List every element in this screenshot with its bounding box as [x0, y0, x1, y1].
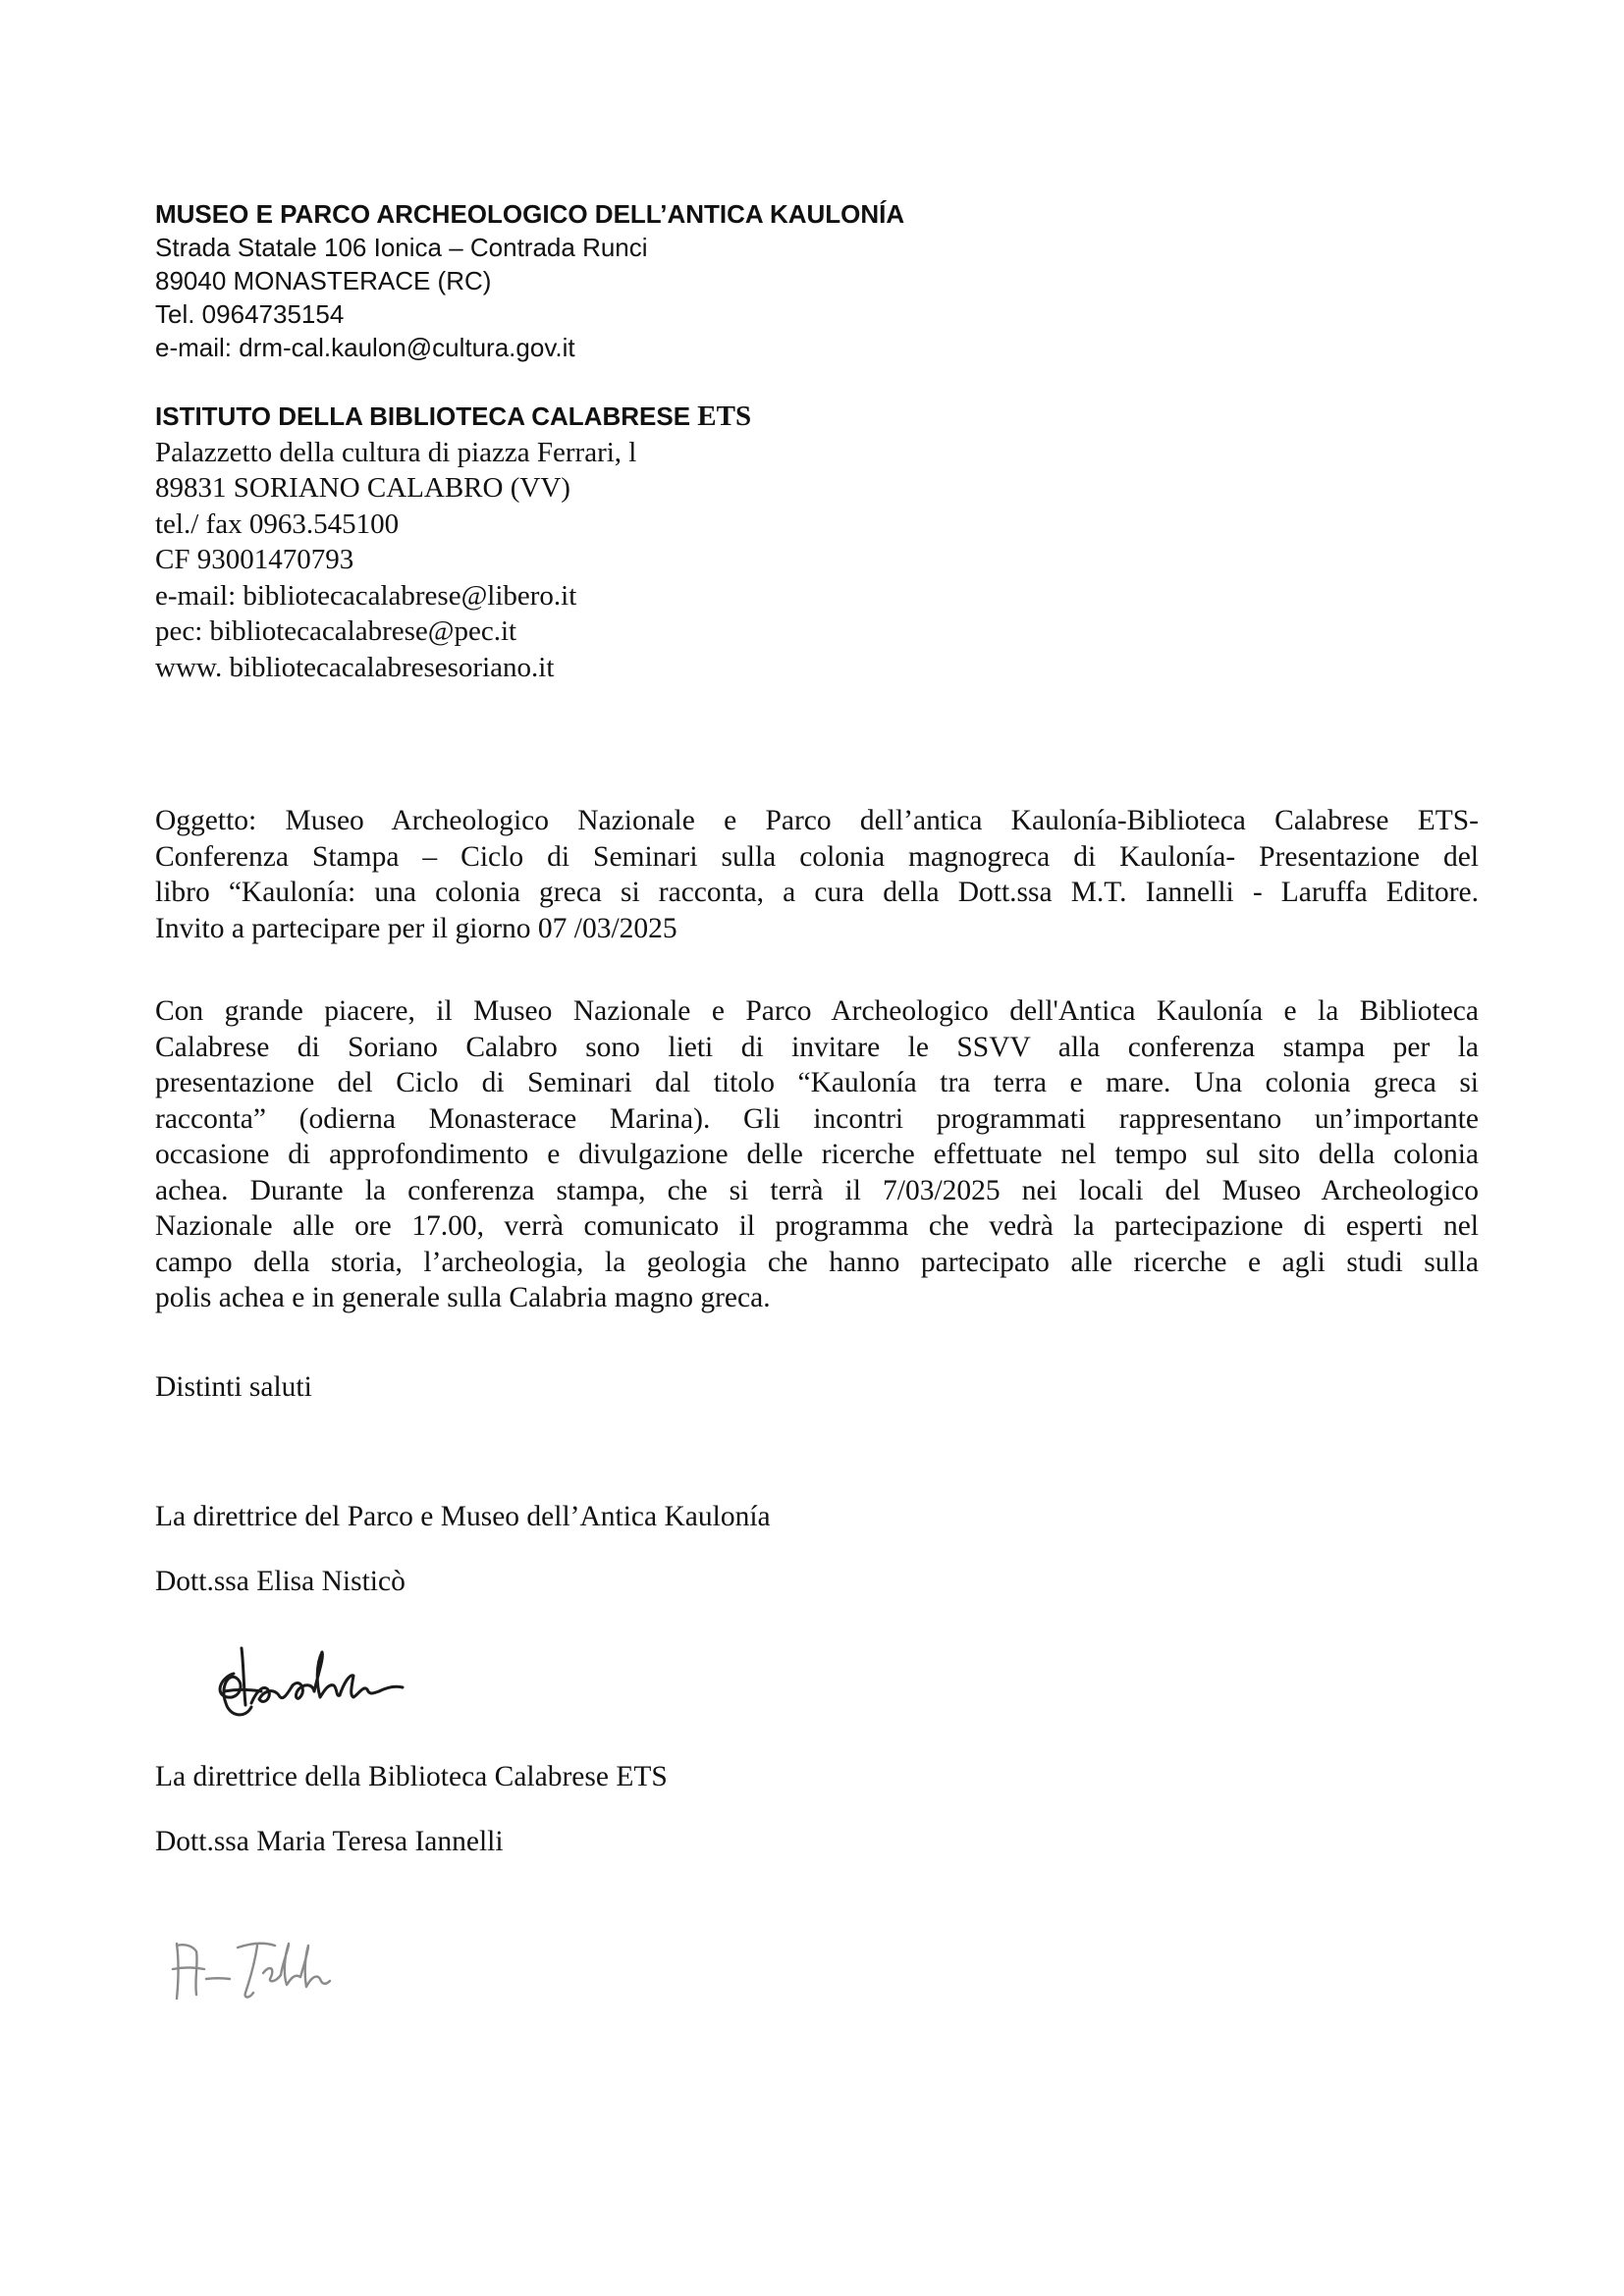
body-line: racconta” (odierna Monasterace Marina). Gli incontri programmati rappresentano un’importante	[155, 1102, 1479, 1135]
biblioteca-email: e-mail: bibliotecacalabrese@libero.it	[155, 579, 577, 612]
biblioteca-pec: pec: bibliotecacalabrese@pec.it	[155, 615, 517, 647]
subject-line: libro “Kaulonía: una colonia greca si racconta, a cura della Dott.ssa M.T. Iannelli - Laruffa Editore.	[155, 877, 1479, 908]
subject-line: Oggetto: Museo Archeologico Nazionale e Parco dell’antica Kaulonía-Biblioteca Calabrese ETS-	[155, 805, 1479, 836]
signatory-1-name: Dott.ssa Elisa Nisticò	[155, 1566, 406, 1597]
signature-stroke	[293, 1683, 314, 1699]
body-line: presentazione del Ciclo di Seminari dal titolo “Kaulonía tra terra e mare. Una colonia greca si	[155, 1067, 1479, 1098]
signature-stroke	[263, 1968, 281, 1981]
closing-salutation: Distinti saluti	[155, 1371, 312, 1403]
signature-stroke	[251, 1685, 293, 1703]
body-line: polis achea e in generale sulla Calabria magno greca.	[155, 1282, 771, 1313]
signature-stroke	[379, 1686, 403, 1691]
biblioteca-cf: CF 93001470793	[155, 544, 354, 575]
body-line: campo della storia, l’archeologia, la geologia che hanno partecipato alle ricerche e agli studi sulla	[155, 1246, 1479, 1278]
biblioteca-name	[155, 399, 751, 435]
biblioteca-phone: tel./ fax 0963.545100	[155, 507, 400, 540]
body-line: Con grande piacere, il Museo Nazionale e Parco Archeologico dell'Antica Kaulonía e la Biblioteca	[155, 995, 1479, 1027]
signature-stroke	[173, 1968, 204, 1970]
biblioteca-name-main: ISTITUTO DELLA BIBLIOTECA CALABRESE	[155, 401, 691, 431]
signature-stroke	[314, 1652, 340, 1697]
signatory-2-title: La direttrice della Biblioteca Calabrese ETS	[155, 1761, 668, 1792]
subject-paragraph	[155, 803, 1479, 946]
biblioteca-city: 89831 SORIANO CALABRO (VV)	[155, 472, 570, 504]
subject-line: Invito a partecipare per il giorno 07 /03/2025	[155, 912, 677, 944]
signature-stroke	[220, 1674, 251, 1715]
signature-stroke	[206, 1978, 230, 1979]
body-line: occasione di approfondimento e divulgazione delle ricerche effettuate nel tempo sul sito della colonia	[155, 1139, 1479, 1170]
signature-2-handwritten	[167, 1924, 344, 2012]
museum-address-block	[155, 197, 904, 364]
biblioteca-website: www. bibliotecacalabresesoriano.it	[155, 651, 555, 683]
signatory-2-name: Dott.ssa Maria Teresa Iannelli	[155, 1826, 504, 1857]
body-paragraph	[155, 993, 1479, 1316]
signature-stroke	[281, 1944, 300, 1985]
signature-stroke	[242, 1648, 245, 1705]
body-line: Nazionale alle ore 17.00, verrà comunicato il programma che vedrà la partecipazione di esperti nel	[155, 1210, 1479, 1242]
signature-stroke	[340, 1676, 379, 1697]
signature-stroke	[177, 1945, 197, 1995]
biblioteca-address-block	[155, 399, 751, 685]
signature-1-handwritten	[206, 1634, 432, 1733]
signature-stroke	[224, 1690, 261, 1692]
museum-address: Strada Statale 106 Ionica – Contrada Runci	[155, 233, 648, 262]
biblioteca-name-suffix: ETS	[690, 400, 752, 432]
museum-email: e-mail: drm-cal.kaulon@cultura.gov.it	[155, 333, 575, 362]
biblioteca-address: Palazzetto della cultura di piazza Ferrari, l	[155, 436, 637, 468]
museum-phone: Tel. 0964735154	[155, 299, 345, 329]
signatory-1-title: La direttrice del Parco e Museo dell’Antica Kaulonía	[155, 1501, 771, 1532]
body-line: Calabrese di Soriano Calabro sono lieti di invitare le SSVV alla conferenza stampa per la	[155, 1031, 1479, 1063]
signature-stroke	[300, 1946, 330, 1987]
subject-line: Conferenza Stampa – Ciclo di Seminari sulla colonia magnogreca di Kaulonía- Presentazione del	[155, 840, 1479, 873]
signature-stroke	[177, 1944, 179, 1999]
body-line: achea. Durante la conferenza stampa, che si terrà il 7/03/2025 nei locali del Museo Archeologico	[155, 1174, 1479, 1206]
museum-name: MUSEO E PARCO ARCHEOLOGICO DELL’ANTICA KAULONÍA	[155, 199, 905, 229]
signature-stroke	[245, 1946, 257, 1998]
museum-city: 89040 MONASTERACE (RC)	[155, 266, 492, 295]
